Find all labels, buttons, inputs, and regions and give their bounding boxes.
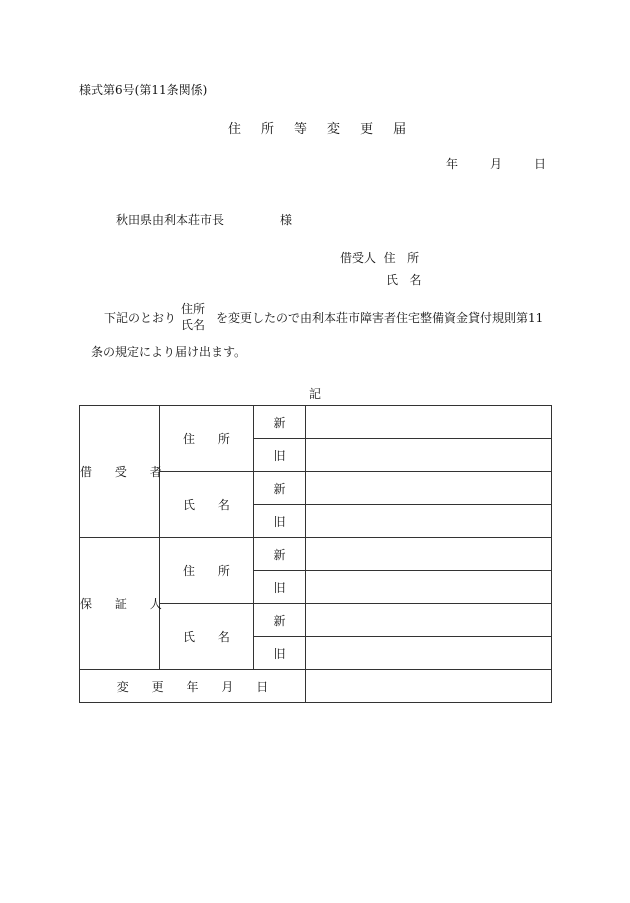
table-row [80,670,552,703]
new-label: 新 [254,604,306,637]
date-month-label: 月 [490,157,503,171]
title-char: 届 [393,122,407,137]
old-label: 旧 [254,637,306,670]
body-suffix: を変更したので由利本荘市障害者住宅整備資金貸付規則第11 [216,311,544,325]
ki-heading: 記 [309,387,322,401]
item-label-address: 住 所 [160,406,254,472]
option-address: 住所 [181,302,206,316]
group-label-borrower: 借 受 者 [80,406,160,538]
change-options [181,301,205,333]
entry-field[interactable] [306,670,552,703]
title-char: 等 [294,122,308,137]
entry-field[interactable] [306,571,552,604]
form-number: 様式第6号(第11条関係) [79,83,208,97]
old-label: 旧 [254,439,306,472]
entry-field[interactable] [306,505,552,538]
body-prefix: 下記のとおり [104,311,177,325]
borrower-address-label: 住 所 [383,251,420,265]
item-label-name: 氏 名 [160,604,254,670]
date-day-label: 日 [534,157,547,171]
option-name: 氏名 [181,318,206,332]
entry-field[interactable] [306,406,552,439]
honorific: 様 [280,213,293,227]
entry-field[interactable] [306,604,552,637]
title-char: 所 [261,122,275,137]
date-line [446,155,546,172]
table-row [80,538,552,571]
item-label-address: 住 所 [160,538,254,604]
group-label-guarantor: 保 証 人 [80,538,160,670]
entry-field[interactable] [306,538,552,571]
title-char: 住 [228,122,242,137]
entry-field[interactable] [306,472,552,505]
body-line2: 条の規定により届け出ます。 [91,345,247,359]
new-label: 新 [254,472,306,505]
title-char: 更 [360,122,374,137]
old-label: 旧 [254,571,306,604]
change-table [79,405,552,703]
entry-field[interactable] [306,439,552,472]
item-label-name: 氏 名 [160,472,254,538]
new-label: 新 [254,406,306,439]
borrower-label: 借受人 [340,251,377,265]
entry-field[interactable] [306,637,552,670]
new-label: 新 [254,538,306,571]
change-date-label: 変 更 年 月 日 [80,670,306,703]
old-label: 旧 [254,505,306,538]
form-title [228,118,406,137]
date-year-label: 年 [446,157,459,171]
borrower-address-line [340,249,419,266]
title-char: 変 [327,122,341,137]
addressee: 秋田県由利本荘市長 [116,213,225,227]
borrower-name-label: 氏 名 [386,273,422,287]
table-row [80,406,552,439]
